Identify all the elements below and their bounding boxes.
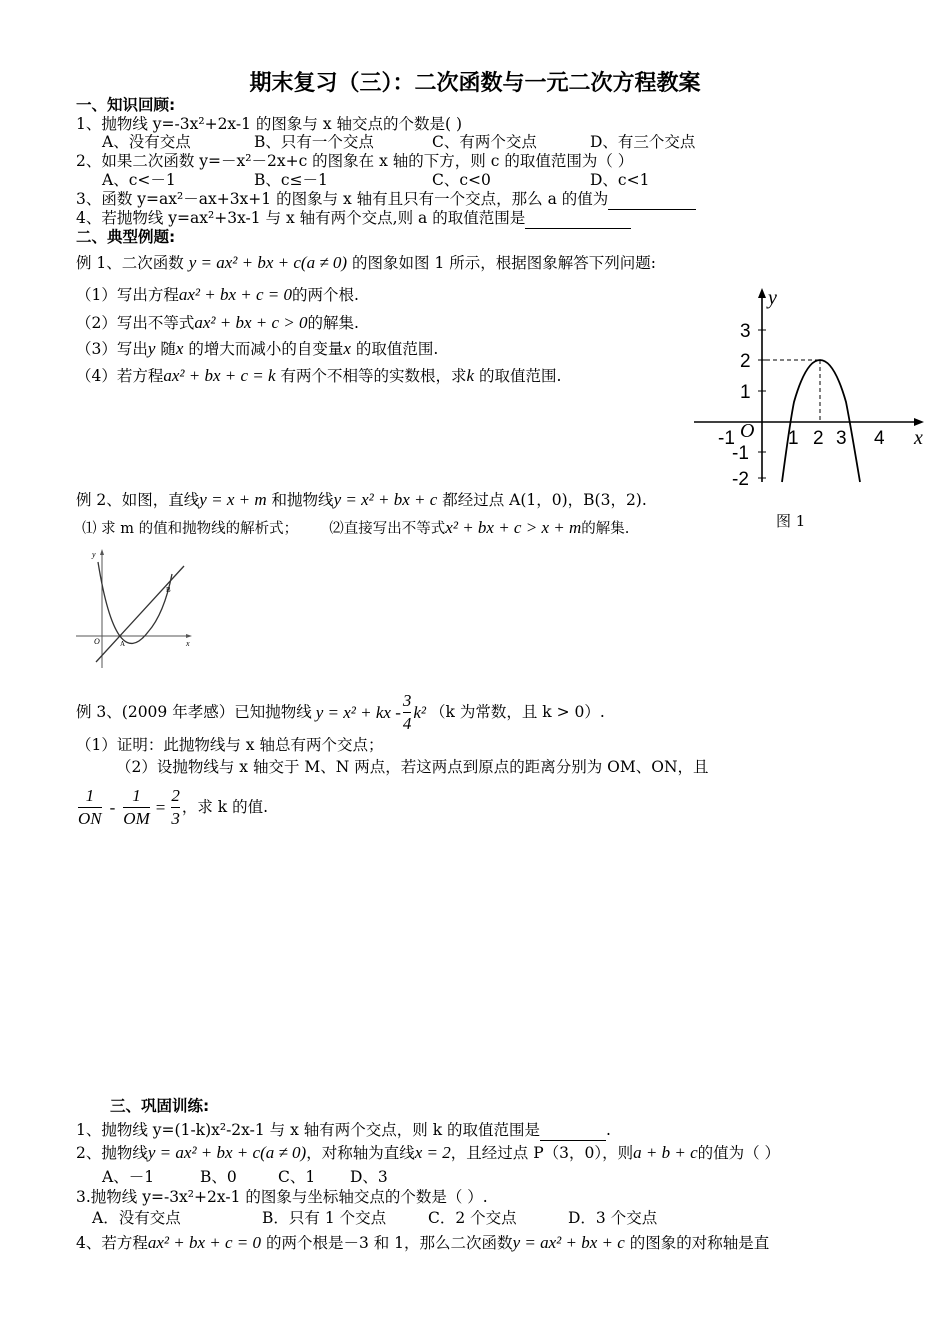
numerator: 2 bbox=[171, 785, 180, 808]
x-tick-label: 4 bbox=[874, 428, 885, 449]
denominator: 4 bbox=[402, 713, 412, 733]
option-b: B、只有一个交点 bbox=[254, 133, 374, 151]
parabola-formula: y = ax² + bx + c(a ≠ 0) bbox=[147, 1143, 307, 1162]
example-2-q1: ⑴ 求 m 的值和抛物线的解析式； bbox=[82, 521, 299, 537]
part-label: （2）写出不等式 bbox=[76, 314, 195, 332]
fraction-1-on bbox=[78, 785, 102, 830]
practice-4-label: 4、若方程 bbox=[76, 1234, 148, 1252]
x-axis-arrow bbox=[914, 418, 924, 426]
example-3-end: ，求 k 的值. bbox=[181, 797, 269, 816]
var-x: x bbox=[343, 339, 351, 358]
question-4-text: 4、若抛物线 y=ax²+3x-1 与 x 轴有两个交点,则 a 的取值范围是 bbox=[76, 209, 526, 227]
fraction-2-3 bbox=[171, 785, 180, 830]
y-axis-label: y bbox=[768, 287, 777, 309]
practice-2-text: ，对称轴为直线 bbox=[306, 1144, 415, 1162]
part-text: 的解集. bbox=[307, 314, 359, 332]
example-3-label: 例 3、(2009 年孝感）已知抛物线 bbox=[76, 702, 312, 721]
example-3-equation bbox=[76, 782, 268, 832]
example-1-part-1 bbox=[76, 285, 359, 305]
question-1: 1、抛物线 y=-3x²+2x-1 的图象与 x 轴交点的个数是( ) bbox=[76, 115, 463, 133]
figure-1-parabola-graph bbox=[688, 282, 928, 494]
part-label: （1）写出方程 bbox=[76, 286, 179, 304]
x-tick-label: 1 bbox=[788, 428, 799, 449]
figure-2-line-parabola-graph bbox=[76, 544, 196, 674]
option-a: A、c<－1 bbox=[102, 171, 176, 189]
practice-4-text: 的两个根是－3 和 1，那么二次函数 bbox=[265, 1234, 513, 1252]
x-tick-label: 2 bbox=[813, 428, 824, 449]
practice-question-2-options bbox=[102, 1168, 388, 1187]
practice-question-4 bbox=[76, 1233, 769, 1253]
question-4 bbox=[76, 209, 631, 229]
var-y: y bbox=[147, 339, 156, 358]
k-squared: k² bbox=[413, 702, 427, 722]
example-3-condition: （k 为常数，且 k > 0）. bbox=[430, 702, 605, 721]
option-a: A、－1 bbox=[102, 1168, 155, 1186]
practice-question-3: 3.抛物线 y=-3x²+2x-1 的图象与坐标轴交点的个数是（ ）. bbox=[76, 1188, 488, 1206]
x-axis-arrow bbox=[186, 634, 192, 638]
sum-expression: a + b + c bbox=[633, 1143, 698, 1162]
practice-question-2 bbox=[76, 1143, 780, 1163]
origin-label: O bbox=[94, 637, 100, 646]
x-tick-label: 3 bbox=[836, 428, 847, 449]
option-b: B、c≤－1 bbox=[254, 171, 328, 189]
part-label: （3）写出 bbox=[76, 340, 148, 358]
section-heading-practice: 三、巩固训练: bbox=[110, 1097, 210, 1115]
point-a-label: A bbox=[120, 640, 126, 648]
option-c: C、有两个交点 bbox=[432, 133, 537, 151]
example-2-text: 和抛物线 bbox=[271, 491, 334, 509]
numerator: 1 bbox=[78, 785, 102, 808]
example-2-label: 例 2、如图，直线 bbox=[76, 491, 200, 509]
equation: ax² + bx + c = 0 bbox=[178, 285, 293, 304]
question-3-text: 3、函数 y=ax²－ax+3x+1 的图象与 x 轴有且只有一个交点，那么 a 的值为 bbox=[76, 190, 609, 208]
example-1-part-2 bbox=[76, 313, 359, 333]
practice-question-1 bbox=[76, 1121, 611, 1141]
parabola-curve bbox=[98, 562, 172, 643]
part-text: 的取值范围. bbox=[355, 340, 439, 358]
function-formula: y = ax² + bx + c bbox=[512, 1233, 625, 1252]
practice-2-label: 2、抛物线 bbox=[76, 1144, 148, 1162]
minus-sign: - bbox=[109, 797, 116, 817]
line-equation: y = x + m bbox=[199, 490, 267, 509]
y-tick-label: 2 bbox=[740, 351, 751, 372]
equation: ax² + bx + c = k bbox=[163, 366, 276, 385]
question-3 bbox=[76, 190, 696, 210]
example-3 bbox=[76, 692, 605, 732]
example-1 bbox=[76, 253, 656, 273]
example-1-formula: y = ax² + bx + c(a ≠ 0) bbox=[188, 253, 348, 272]
denominator: 3 bbox=[171, 808, 180, 828]
example-1-label: 例 1、二次函数 bbox=[76, 254, 184, 272]
practice-4-end: 的图象的对称轴是直 bbox=[629, 1234, 770, 1252]
option-b: B、0 bbox=[200, 1168, 237, 1186]
x-axis-label: x bbox=[186, 639, 190, 648]
parabola-formula: y = x² + kx - bbox=[315, 702, 401, 722]
parabola-equation: y = x² + bx + c bbox=[333, 490, 438, 509]
y-tick-label: -1 bbox=[732, 443, 749, 464]
part-text: 有两个不相等的实数根，求 bbox=[280, 367, 467, 385]
option-a: A、没有交点 bbox=[102, 133, 191, 151]
denominator: ON bbox=[78, 808, 102, 828]
example-2-text: 都经过点 A(1，0)，B(3，2). bbox=[442, 491, 647, 509]
question-2: 2、如果二次函数 y=－x²－2x+c 的图象在 x 轴的下方，则 c 的取值范围为（ ） bbox=[76, 152, 634, 170]
page-title: 期末复习（三）：二次函数与一元二次方程教案 bbox=[249, 71, 701, 96]
example-2-questions bbox=[82, 518, 629, 539]
figure-1-caption: 图 1 bbox=[776, 512, 806, 530]
example-3-part-1: （1）证明：此抛物线与 x 轴总有两个交点； bbox=[76, 736, 384, 754]
question-2-options bbox=[102, 171, 742, 190]
y-axis-arrow bbox=[100, 549, 104, 555]
example-1-part-3 bbox=[76, 339, 438, 359]
option-d: D．3 个交点 bbox=[568, 1209, 658, 1227]
equals-sign: = bbox=[155, 797, 166, 817]
question-1-options bbox=[102, 133, 742, 152]
section-heading-examples: 二、典型例题: bbox=[76, 228, 176, 246]
inequality: x² + bx + c > x + m bbox=[445, 518, 582, 537]
option-d: D、有三个交点 bbox=[590, 133, 696, 151]
practice-2-text: ，且经过点 P（3，0），则 bbox=[450, 1144, 634, 1162]
option-a: A．没有交点 bbox=[92, 1209, 181, 1227]
x-axis-label: x bbox=[914, 427, 923, 449]
option-c: C、1 bbox=[278, 1168, 316, 1186]
point-b-label: B bbox=[166, 586, 171, 594]
example-3-part-2: （2）设抛物线与 x 轴交于 M、N 两点，若这两点到原点的距离分别为 OM、ON，且 bbox=[116, 758, 709, 776]
y-axis-arrow bbox=[758, 288, 766, 298]
example-1-text: 的图象如图 1 所示，根据图象解答下列问题: bbox=[352, 254, 656, 272]
example-1-part-4 bbox=[76, 366, 561, 386]
fraction-1-om bbox=[123, 785, 149, 830]
practice-1-end: . bbox=[606, 1121, 611, 1139]
part-text: 的两个根. bbox=[292, 286, 359, 304]
inequality: ax² + bx + c > 0 bbox=[194, 313, 308, 332]
fraction-3-4 bbox=[403, 690, 412, 735]
example-2-q2-end: 的解集. bbox=[581, 521, 630, 537]
axis-equation: x = 2 bbox=[414, 1143, 451, 1162]
example-2-q2: ⑵直接写出不等式 bbox=[329, 521, 446, 537]
y-tick-label: 3 bbox=[740, 321, 751, 342]
practice-1-text: 1、抛物线 y=(1-k)x²-2x-1 与 x 轴有两个交点，则 k 的取值范围是 bbox=[76, 1121, 541, 1139]
option-d: D、c<1 bbox=[590, 171, 650, 189]
var-x: x bbox=[175, 339, 184, 358]
equation: ax² + bx + c = 0 bbox=[147, 1233, 262, 1252]
part-text: 的增大而减小的自变量 bbox=[188, 340, 344, 358]
y-axis-label: y bbox=[92, 550, 96, 559]
parabola-curve bbox=[782, 360, 860, 482]
option-c: C、c<0 bbox=[432, 171, 491, 189]
option-c: C．2 个交点 bbox=[428, 1209, 517, 1227]
part-label: （4）若方程 bbox=[76, 367, 164, 385]
practice-question-3-options bbox=[92, 1209, 657, 1228]
origin-label: O bbox=[740, 420, 755, 442]
y-tick-label: 1 bbox=[740, 382, 751, 403]
y-tick-label: -2 bbox=[732, 469, 749, 490]
part-text: 的取值范围. bbox=[479, 367, 562, 385]
denominator: OM bbox=[123, 808, 150, 828]
numerator: 3 bbox=[403, 690, 412, 713]
x-tick-label: -1 bbox=[718, 428, 735, 449]
numerator: 1 bbox=[123, 785, 149, 808]
practice-2-end: 的值为（ ） bbox=[697, 1144, 781, 1162]
part-text: 随 bbox=[160, 340, 176, 358]
example-2 bbox=[76, 490, 647, 510]
var-k: k bbox=[466, 366, 475, 385]
section-heading-review: 一、知识回顾: bbox=[76, 96, 176, 114]
option-d: D、3 bbox=[350, 1168, 388, 1186]
option-b: B．只有 1 个交点 bbox=[262, 1209, 387, 1227]
